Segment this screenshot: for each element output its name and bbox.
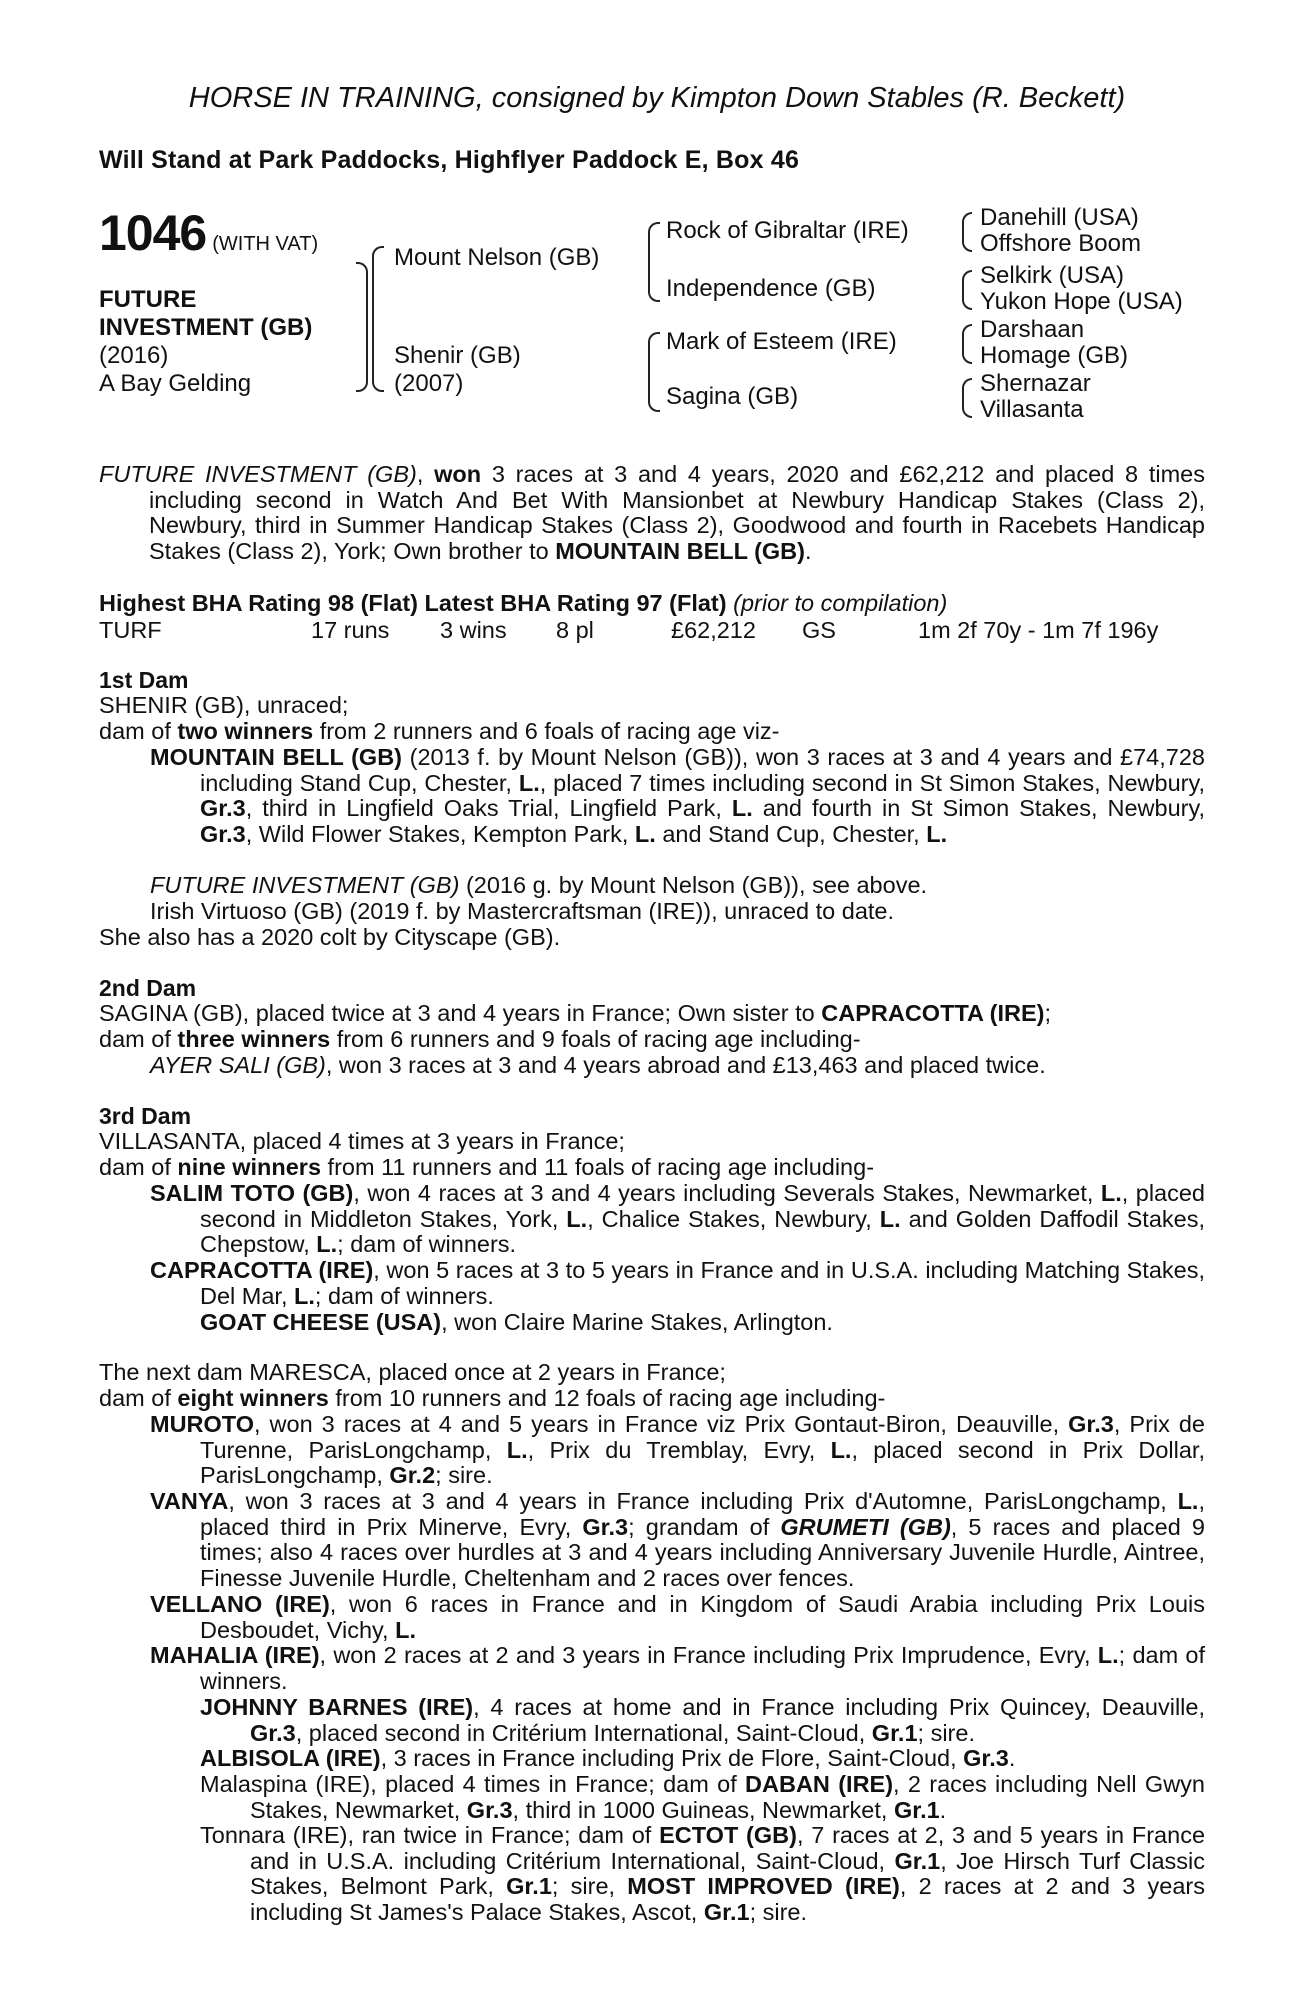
third-dam-entry-capracotta — [150, 1258, 1205, 1309]
summary-end: . — [804, 537, 812, 564]
entry-name: MUROTO — [150, 1411, 255, 1437]
grade-gr1: Gr.1 — [871, 1719, 918, 1746]
sister-name: CAPRACOTTA (IRE) — [821, 1000, 1045, 1026]
pedigree-brace-g4 — [962, 378, 972, 418]
text: dam of — [99, 718, 178, 744]
text: , 2 races at 2 and 3 years including St James's Palace Stakes, Ascot, — [250, 1873, 1205, 1925]
winners-count: eight winners — [177, 1385, 329, 1411]
pedigree-sire-dam: Independence (GB) — [666, 275, 876, 302]
text: , won 3 races at 3 and 4 years in France including Prix d'Automne, ParisLongchamp, — [228, 1488, 1178, 1514]
text: (2016 g. by Mount Nelson (GB)), see above. — [459, 872, 928, 898]
grade-L: L. — [518, 769, 540, 796]
grade-L: L. — [926, 820, 948, 847]
entry-name: VELLANO (IRE) — [150, 1591, 330, 1617]
grade-L: L. — [316, 1231, 338, 1258]
text: , Chalice Stakes, Newbury, — [587, 1205, 880, 1232]
text: , 4 races at home and in France including Prix Quincey, Deauville, — [473, 1694, 1205, 1720]
grade-gr1: Gr.1 — [506, 1873, 552, 1900]
text: ; dam of winners. — [200, 1642, 1205, 1694]
first-dam-entry-irish-virtuoso: Irish Virtuoso (GB) (2019 f. by Mastercraftsman (IRE)), unraced to date. — [150, 898, 895, 924]
next-dam-entry-mahalia — [150, 1643, 1205, 1694]
rating-line — [99, 591, 947, 617]
entry-name: GOAT CHEESE (USA) — [200, 1309, 442, 1335]
text: ; grandam of — [628, 1513, 781, 1540]
text: , 3 races in France including Prix de Flore, Saint-Cloud, — [380, 1745, 964, 1771]
next-dam-line1: The next dam MARESCA, placed once at 2 years in France; — [99, 1359, 726, 1385]
first-dam-entry-mountain-bell — [150, 745, 1205, 847]
grade-gr1: Gr.1 — [703, 1898, 750, 1925]
text: dam of — [99, 1154, 178, 1180]
pedigree-dam-dam: Sagina (GB) — [666, 383, 799, 410]
grade-gr3: Gr.3 — [466, 1796, 513, 1823]
text: , Wild Flower Stakes, Kempton Park, — [245, 820, 635, 847]
record-surface: TURF — [99, 617, 162, 643]
stand-location: Will Stand at Park Paddocks, Highflyer Paddock E, Box 46 — [99, 146, 800, 174]
pedigree-g5: Darshaan — [980, 316, 1085, 343]
text: , won 3 races at 3 and 4 years abroad and £13,463 and placed twice. — [325, 1052, 1046, 1078]
text: , Prix de Turenne, ParisLongchamp, — [200, 1411, 1205, 1463]
record-prize: £62,212 — [671, 617, 756, 643]
entry-name: MAHALIA (IRE) — [150, 1642, 320, 1668]
winners-count: two winners — [177, 718, 314, 744]
text: from 10 runners and 12 foals of racing age including- — [328, 1385, 886, 1411]
second-dam-line1 — [99, 1001, 1051, 1027]
third-dam-heading: 3rd Dam — [99, 1103, 192, 1129]
text: , placed second in Critérium International, Saint-Cloud, — [295, 1719, 872, 1746]
grade-gr1: Gr.1 — [894, 1847, 941, 1874]
first-dam-entry-future-investment — [150, 873, 927, 899]
pedigree-sire: Mount Nelson (GB) — [394, 244, 600, 271]
next-dam-entry-malaspina — [200, 1772, 1205, 1823]
text: , third in 1000 Guineas, Newmarket, — [512, 1796, 894, 1823]
text: , placed 7 times including second in St Simon Stakes, Newbury, — [539, 769, 1206, 796]
text: , won 3 races at 4 and 5 years in France viz Prix Gontaut-Biron, Deauville, — [254, 1411, 1069, 1437]
next-dam-entry-albisola — [200, 1746, 1015, 1772]
text: , 2 races including Nell Gwyn Stakes, Newmarket, — [250, 1771, 1205, 1823]
text: . — [939, 1796, 947, 1823]
text: and Golden Daffodil Stakes, Chepstow, — [200, 1205, 1205, 1258]
third-dam-entry-salim-toto — [150, 1181, 1205, 1258]
entry-name: SALIM TOTO (GB) — [150, 1180, 354, 1206]
entry-name: CAPRACOTTA (IRE) — [150, 1257, 374, 1283]
horse-description: A Bay Gelding — [99, 370, 252, 397]
record-runs: 17 runs — [311, 617, 390, 643]
entry-name: ALBISOLA (IRE) — [200, 1745, 381, 1771]
produce-name: DABAN (IRE) — [745, 1771, 894, 1797]
grade-L: L. — [506, 1436, 528, 1463]
grade-L: L. — [1177, 1488, 1199, 1514]
text: . — [1008, 1745, 1016, 1771]
text: , won 5 races at 3 to 5 years in France and in U.S.A. including Matching Stakes, Del Mar, — [200, 1257, 1205, 1309]
text: from 2 runners and 6 foals of racing age viz- — [313, 718, 780, 744]
entry-name: AYER SALI (GB) — [150, 1052, 326, 1078]
text: , placed third in Prix Minerve, Evry, — [200, 1488, 1205, 1540]
text: and Stand Cup, Chester, — [655, 820, 927, 847]
grade-L: L. — [1100, 1180, 1122, 1206]
first-dam-note: She also has a 2020 colt by Cityscape (GB). — [99, 924, 561, 950]
text: ; dam of winners. — [314, 1282, 494, 1309]
pedigree-brace-g2 — [962, 270, 972, 310]
text: , won 6 races in France and in Kingdom of Saudi Arabia including Prix Louis Desboudet, Vichy, — [200, 1591, 1205, 1643]
page-header: HORSE IN TRAINING, consigned by Kimpton Down Stables (R. Beckett) — [188, 82, 1126, 114]
pedigree-brace-main — [356, 262, 368, 392]
pedigree-g7: Shernazar — [980, 370, 1091, 397]
text: ; — [1044, 1000, 1052, 1026]
second-dam-line2 — [99, 1027, 861, 1053]
pedigree-g4: Yukon Hope (USA) — [980, 288, 1183, 315]
next-dam-entry-muroto — [150, 1412, 1205, 1489]
grade-L: L. — [294, 1282, 315, 1309]
text: , 5 races and placed 9 times; also 4 races over hurdles at 3 and 4 years including Anniversary Juvenile Hurdle, Aintree, Finesse Juvenile Hurdle, Cheltenham and 2 races over fences. — [200, 1513, 1206, 1591]
race-summary: FUTURE INVESTMENT (GB), won 3 races at 3 and 4 years, 2020 and £62,212 and placed 8 times including second in Watch And Bet With Mansionbet at Newbury Handicap Stakes (Class 2), Newbury, third in Summer Handicap Stakes (Class 2), Goodwood and fourth in Racebets Handicap Stakes (Class 2), York; Own brother to MOUNTAIN BELL (GB). — [99, 461, 1205, 564]
lot-number-value: 1046 — [99, 205, 207, 261]
text: SAGINA (GB), placed twice at 3 and 4 years in France; Own sister to — [99, 1000, 822, 1026]
first-dam-line1: SHENIR (GB), unraced; — [99, 692, 349, 718]
produce-name: ECTOT (GB) — [659, 1822, 797, 1848]
record-going: GS — [802, 617, 836, 643]
text: from 6 runners and 9 foals of racing age including- — [330, 1026, 861, 1052]
first-dam-heading: 1st Dam — [99, 667, 189, 693]
text: , Joe Hirsch Turf Classic Stakes, Belmont Park, — [250, 1847, 1205, 1900]
text: , Prix du Tremblay, Evry, — [527, 1436, 831, 1463]
grade-L: L. — [395, 1616, 416, 1643]
text: from 11 runners and 11 foals of racing age including- — [321, 1154, 875, 1180]
record-wins: 3 wins — [440, 617, 507, 643]
pedigree-g1: Danehill (USA) — [980, 204, 1139, 231]
third-dam-line2 — [99, 1155, 874, 1181]
text: ; sire. — [435, 1462, 493, 1489]
summary-won: won — [434, 461, 482, 487]
horse-name-line2: INVESTMENT (GB) — [99, 314, 313, 341]
grade-gr3: Gr.3 — [1068, 1411, 1114, 1437]
pedigree-sire-sire: Rock of Gibraltar (IRE) — [666, 217, 909, 244]
text: ; sire. — [917, 1719, 975, 1746]
grade-gr3: Gr.3 — [250, 1719, 296, 1746]
grade-gr3: Gr.3 — [963, 1745, 1009, 1771]
pedigree-brace-g1 — [962, 212, 972, 252]
produce-name: MOST IMPROVED (IRE) — [627, 1873, 900, 1900]
pedigree-dam-sire: Mark of Esteem (IRE) — [666, 328, 897, 355]
pedigree-g2: Offshore Boom — [980, 230, 1141, 257]
grade-gr2: Gr.2 — [389, 1462, 436, 1489]
pedigree-dam: Shenir (GB) — [394, 342, 521, 369]
rating-note: (prior to compilation) — [733, 590, 948, 616]
entry-name: MOUNTAIN BELL (GB) — [150, 744, 403, 770]
pedigree-g6: Homage (GB) — [980, 342, 1129, 369]
grade-gr3: Gr.3 — [200, 820, 246, 847]
winners-count: three winners — [177, 1026, 331, 1052]
text: , placed second in Prix Dollar, ParisLongchamp, — [200, 1436, 1205, 1489]
text: dam of — [99, 1385, 178, 1411]
text: Tonnara (IRE), ran twice in France; dam of — [200, 1822, 660, 1848]
horse-name-line1: FUTURE — [99, 286, 197, 313]
first-dam-line2 — [99, 719, 780, 745]
grade-gr1: Gr.1 — [893, 1796, 940, 1823]
record-placed: 8 pl — [556, 617, 594, 643]
text: , won 2 races at 2 and 3 years in France including Prix Imprudence, Evry, — [319, 1642, 1098, 1668]
second-dam-heading: 2nd Dam — [99, 975, 197, 1001]
text: , 7 races at 2, 3 and 5 years in France and in U.S.A. including Critérium International, Saint-Cloud, — [250, 1822, 1206, 1874]
grade-L: L. — [731, 795, 753, 822]
pedigree-g8: Villasanta — [980, 396, 1084, 423]
vat-label: (WITH VAT) — [212, 233, 319, 255]
summary-brother: MOUNTAIN BELL (GB) — [555, 537, 805, 564]
pedigree-brace-g3 — [962, 324, 972, 364]
summary-horse-name: FUTURE INVESTMENT (GB) — [99, 461, 417, 487]
rating-text: Highest BHA Rating 98 (Flat) Latest BHA Rating 97 (Flat) — [99, 590, 727, 616]
next-dam-entry-johnny-barnes — [200, 1695, 1205, 1746]
text: ; sire, — [551, 1873, 628, 1900]
grade-L: L. — [634, 820, 656, 847]
winners-count: nine winners — [177, 1154, 322, 1180]
pedigree-g3: Selkirk (USA) — [980, 262, 1125, 289]
text: Malaspina (IRE), placed 4 times in France; dam of — [200, 1771, 746, 1797]
record-distance: 1m 2f 70y - 1m 7f 196y — [918, 617, 1159, 643]
next-dam-entry-vanya — [150, 1489, 1205, 1591]
text: ; dam of winners. — [337, 1231, 517, 1258]
text: ; sire. — [749, 1898, 808, 1925]
grade-L: L. — [879, 1205, 901, 1232]
lot-number — [99, 204, 318, 262]
text: and fourth in St Simon Stakes, Newbury, — [752, 795, 1205, 822]
next-dam-entry-tonnara — [200, 1823, 1205, 1925]
second-dam-entry-ayer-sali — [150, 1053, 1046, 1079]
summary-text: 3 races at 3 and 4 years, 2020 and £62,212 and placed 8 times including second in Watch And Bet With Mansionbet at Newbury Handicap Stakes (Class 2), Newbury, third in Summer Handicap Stakes (Class 2), Goodwood and fourth in Racebets Handicap Stakes (Class 2), York; Own brother to — [149, 461, 1205, 564]
grade-L: L. — [1097, 1642, 1119, 1668]
text: , third in Lingfield Oaks Trial, Lingfield Park, — [245, 795, 732, 822]
grade-L: L. — [830, 1436, 852, 1463]
grade-gr3: Gr.3 — [582, 1513, 629, 1540]
text: , placed second in Middleton Stakes, York, — [200, 1180, 1206, 1232]
text: (2013 f. by Mount Nelson (GB)), won 3 races at 3 and 4 years and £74,728 including Stand Cup, Chester, — [200, 744, 1205, 796]
text: , won Claire Marine Stakes, Arlington. — [441, 1309, 833, 1335]
pedigree-brace-dam-line — [648, 332, 660, 412]
horse-details — [99, 286, 312, 398]
third-dam-entry-goat-cheese — [200, 1310, 833, 1336]
pedigree-dam-year: (2007) — [394, 370, 464, 397]
grade-gr3: Gr.3 — [200, 795, 246, 822]
next-dam-line2 — [99, 1386, 885, 1412]
text: dam of — [99, 1026, 178, 1052]
text: , won 4 races at 3 and 4 years including Severals Stakes, Newmarket, — [353, 1180, 1101, 1206]
pedigree-brace-sire — [372, 246, 384, 392]
entry-name: JOHNNY BARNES (IRE) — [200, 1694, 474, 1720]
entry-name: VANYA — [150, 1488, 229, 1514]
grandam-of-name: GRUMETI (GB) — [780, 1513, 951, 1540]
next-dam-entry-vellano — [150, 1592, 1205, 1643]
pedigree-brace-sire-line — [648, 222, 660, 302]
horse-year: (2016) — [99, 342, 169, 369]
third-dam-line1: VILLASANTA, placed 4 times at 3 years in France; — [99, 1128, 625, 1154]
entry-name: FUTURE INVESTMENT (GB) — [150, 872, 460, 898]
grade-L: L. — [566, 1205, 588, 1232]
